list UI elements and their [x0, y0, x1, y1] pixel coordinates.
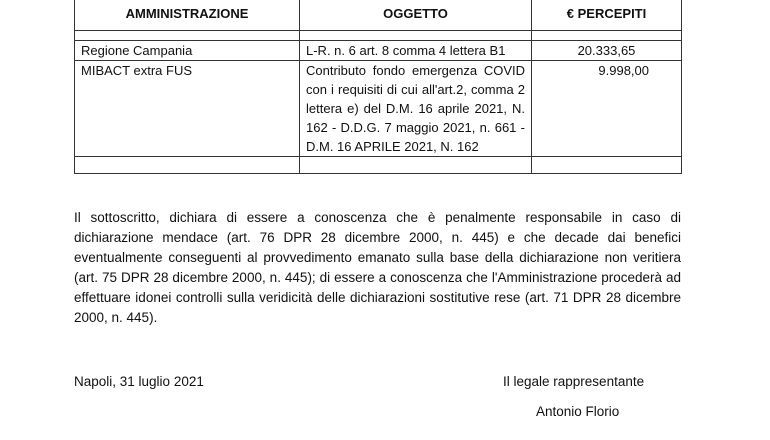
declaration-paragraph: Il sottoscritto, dichiara di essere a conoscenza che è penalmente responsabile in caso di dichiarazione mendace (art. 76 DPR 28 dicembre 2000, n. 445) e che decade dai benefici eventualmente conseguenti al provvedimento emanato sulla base della dichiarazione non veritiera (art. 75 DPR 28 dicembre 2000, n. 445); di essere a conoscenza che l'Amministrazione procederà ad effettuare idonei controlli sulla veridicità delle dichiarazioni sostitutive rese (art. 71 DPR 28 dicembre 2000, n. 445).: [74, 210, 681, 325]
cell-amount: 9.998,00: [532, 61, 682, 157]
table-row: [75, 61, 682, 157]
signatory-role: Il legale rappresentante: [503, 374, 645, 389]
cell-object: Contributo fondo emergenza COVID con i requisiti di cui all'art.2, comma 2 lettera e) del D.M. 16 aprile 2021, N. 162 - D.D.G. 7 maggio 2021, n. 661 - D.M. 16 APRILE 2021, N. 162: [300, 61, 532, 157]
table-spacer-row: [75, 31, 682, 41]
header-received: € PERCEPITI: [532, 0, 682, 31]
table-row-empty: [75, 157, 682, 174]
cell-object: L-R. n. 6 art. 8 comma 4 lettera B1: [300, 41, 532, 61]
contributions-table-container: [74, 0, 681, 174]
table-header-row: [75, 0, 682, 31]
cell-amount: 20.333,65: [532, 41, 682, 61]
header-administration: AMMINISTRAZIONE: [75, 0, 300, 31]
signatory-name: Antonio Florio: [536, 404, 620, 419]
cell-administration: MIBACT extra FUS: [75, 61, 300, 157]
table-row: [75, 41, 682, 61]
contributions-table: [74, 0, 682, 174]
header-object: OGGETTO: [300, 0, 532, 31]
place-and-date: Napoli, 31 luglio 2021: [74, 374, 204, 389]
cell-administration: Regione Campania: [75, 41, 300, 61]
